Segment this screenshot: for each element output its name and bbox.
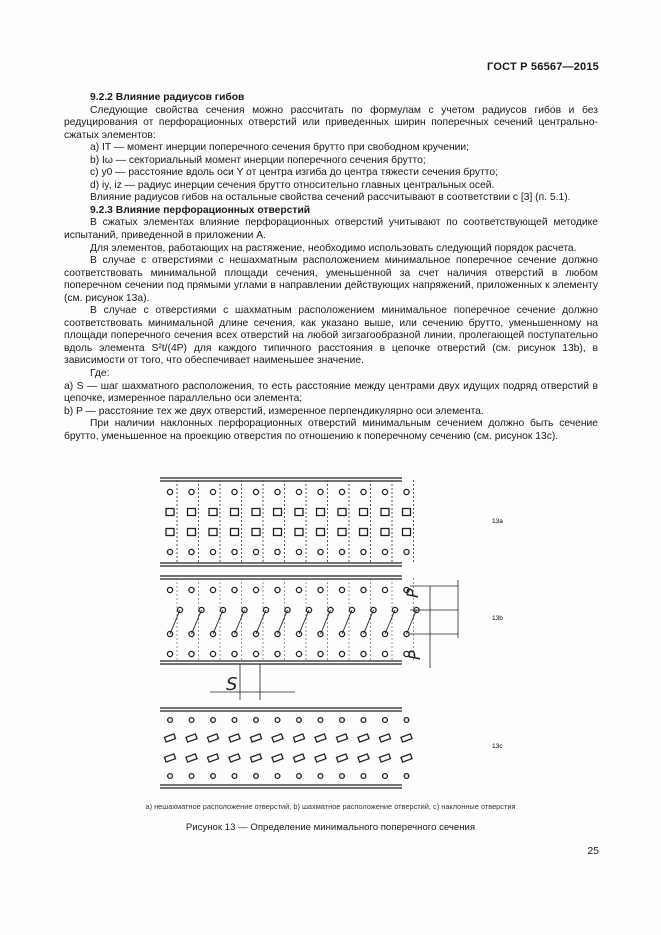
figure-label-13c: 13с (492, 743, 503, 750)
square-hole (317, 509, 325, 516)
square-hole (231, 529, 239, 536)
square-hole (360, 509, 368, 516)
round-hole (211, 774, 216, 779)
list-item: d) iy, iz — радиус инерции сечения брутто относительно главных центральных осей. (90, 179, 495, 191)
zigzag-line (256, 610, 266, 634)
round-hole (296, 651, 301, 656)
inclined-hole (336, 754, 347, 762)
figure-caption: Рисунок 13 — Определение минимального поперечного сечения (185, 822, 476, 833)
inclined-hole (186, 754, 197, 762)
square-hole (295, 529, 303, 536)
inclined-hole (272, 734, 283, 742)
round-hole (253, 549, 258, 554)
square-hole (274, 509, 282, 516)
zigzag-line (235, 610, 245, 634)
round-hole (361, 587, 366, 592)
round-hole (167, 549, 172, 554)
zigzag-line (170, 610, 180, 634)
round-hole (232, 651, 237, 656)
square-hole (252, 509, 260, 516)
inclined-hole (250, 754, 261, 762)
round-hole (296, 587, 301, 592)
round-hole (318, 549, 323, 554)
inclined-hole (401, 734, 412, 742)
round-hole (210, 549, 215, 554)
list-item: c) y0 — расстояние вдоль оси Y от центра изгиба до центра тяжести сечения брутто; (90, 167, 498, 179)
zigzag-line (299, 610, 309, 634)
round-hole (361, 651, 366, 656)
paragraph: Влияние радиусов гибов на остальные свойства сечений рассчитывают в соответствии с [3] (п. 5.1). (90, 192, 571, 204)
section-title-9-2-2: 9.2.2 Влияние радиусов гибов (90, 92, 245, 103)
round-hole (253, 631, 258, 636)
round-hole (189, 774, 194, 779)
round-hole (339, 587, 344, 592)
round-hole (318, 587, 323, 592)
square-hole (188, 529, 196, 536)
round-hole (296, 489, 301, 494)
round-hole (189, 718, 194, 723)
square-hole (188, 509, 196, 516)
inclined-hole (401, 754, 412, 762)
round-hole (361, 489, 366, 494)
inclined-hole (293, 734, 304, 742)
zigzag-line (407, 610, 417, 634)
inclined-hole (315, 754, 326, 762)
inclined-hole (207, 754, 218, 762)
round-hole (253, 651, 258, 656)
inclined-hole (250, 734, 261, 742)
figure-label-13a: 13а (492, 518, 503, 525)
square-hole (231, 509, 239, 516)
round-hole (361, 774, 366, 779)
round-hole (297, 718, 302, 723)
round-hole (318, 651, 323, 656)
square-hole (360, 529, 368, 536)
inclined-hole (358, 734, 369, 742)
round-hole (383, 718, 388, 723)
round-hole (404, 718, 409, 723)
figure-13-perforation-diagram (120, 468, 540, 790)
zigzag-line (192, 610, 202, 634)
square-hole (381, 509, 389, 516)
round-hole (167, 651, 172, 656)
square-hole (381, 529, 389, 536)
round-hole (297, 774, 302, 779)
inclined-hole (164, 754, 175, 762)
list-item: b) Iω — секториальный момент инерции поперечного сечения брутто; (90, 154, 426, 166)
inclined-hole (336, 734, 347, 742)
round-hole (275, 774, 280, 779)
zigzag-line (321, 610, 331, 634)
round-hole (275, 651, 280, 656)
round-hole (339, 549, 344, 554)
round-hole (404, 489, 409, 494)
round-hole (232, 718, 237, 723)
dimension-label-s: S (226, 674, 238, 695)
round-hole (404, 774, 409, 779)
round-hole (339, 489, 344, 494)
round-hole (189, 549, 194, 554)
round-hole (361, 718, 366, 723)
round-hole (232, 549, 237, 554)
round-hole (189, 489, 194, 494)
square-hole (166, 529, 174, 536)
dimension-label-p-bottom: P (405, 650, 424, 660)
round-hole (340, 718, 345, 723)
round-hole (383, 774, 388, 779)
where-label: Где: (90, 368, 110, 380)
square-hole (403, 509, 411, 516)
list-item: a) S — шаг шахматного расположения, то есть расстояние между центрами двух идущих подряд отверстий в цепочке, измеренное параллельно оси элемента; (64, 380, 598, 405)
inclined-hole (358, 754, 369, 762)
round-hole (275, 587, 280, 592)
strip-13c-inclined (160, 708, 412, 788)
page-number: 25 (587, 845, 599, 857)
inclined-hole (293, 754, 304, 762)
round-hole (318, 489, 323, 494)
square-hole (274, 529, 282, 536)
round-hole (361, 549, 366, 554)
paragraph: В случае с отверстиями с нешахматным расположением минимальное поперечное сечение должно соответствовать минимальной площади сечения, уменьшенной за счет наличия отверстий в любом поперечном сечении под прямыми углами в направлении действующих напряжений, приложенных к элементу (см. рисунок 13а). (64, 255, 598, 304)
inclined-hole (379, 754, 390, 762)
inclined-hole (229, 754, 240, 762)
round-hole (210, 489, 215, 494)
zigzag-line (278, 610, 288, 634)
zigzag-line (364, 610, 374, 634)
strip-13b-staggered (160, 576, 419, 664)
inclined-hole (379, 734, 390, 742)
inclined-hole (315, 734, 326, 742)
round-hole (382, 587, 387, 592)
section-title-9-2-3: 9.2.3 Влияние перфорационных отверстий (90, 204, 311, 216)
figure-legend: а) нешахматное расположение отверстий, b) шахматное расположение отверстий, с) наклонные отверстия (145, 802, 516, 811)
round-hole (382, 489, 387, 494)
zigzag-line (342, 610, 352, 634)
round-hole (382, 651, 387, 656)
square-hole (252, 529, 260, 536)
inclined-hole (186, 734, 197, 742)
round-hole (189, 651, 194, 656)
paragraph: В сжатых элементах влияние перфорационных отверстий учитывают по соответствующей методике испытаний, приведенной в приложении А. (64, 217, 598, 242)
inclined-hole (229, 734, 240, 742)
list-item: b) P — расстояние тех же двух отверстий, измеренное перпендикулярно оси элемента. (64, 405, 484, 417)
strip-13a-non-staggered (160, 478, 414, 566)
dimension-label-p-top: P (403, 588, 422, 598)
round-hole (232, 774, 237, 779)
zigzag-line (385, 610, 395, 634)
square-hole (338, 529, 346, 536)
round-hole (318, 718, 323, 723)
round-hole (382, 549, 387, 554)
round-hole (340, 774, 345, 779)
square-hole (209, 509, 217, 516)
round-hole (254, 774, 259, 779)
square-hole (209, 529, 217, 536)
round-hole (275, 718, 280, 723)
round-hole (189, 587, 194, 592)
paragraph: В случае с отверстиями с шахматным расположением минимальное поперечное сечение должно соответствовать минимальной длине сечения, как указано выше, или сечению брутто, уменьшенному на площади поперечного сечения всех отверстий на любой зигзагообразной линии, пролегающей поступательно вдоль элемента S²t/(4P) для каждого типичного расстояния в цепочке отверстий (см. рисунок 13b), в зависимости от того, что обеспечивает наименьшее значение. (64, 305, 598, 367)
paragraph: При наличии наклонных перфорационных отверстий минимальным сечением должно быть сечение брутто, уменьшенное на проекцию отверстия по отношению к поперечному сечению (см. рисунок 13с). (64, 418, 598, 442)
round-hole (211, 718, 216, 723)
square-hole (338, 509, 346, 516)
inclined-hole (207, 734, 218, 742)
paragraph: Для элементов, работающих на растяжение, необходимо использовать следующий порядок расчета. (90, 242, 577, 254)
list-item: a) IT — момент инерции поперечного сечения брутто при свободном кручении; (90, 142, 470, 154)
square-hole (295, 509, 303, 516)
round-hole (168, 774, 173, 779)
round-hole (254, 718, 259, 723)
round-hole (232, 587, 237, 592)
figure-label-13b: 13b (492, 615, 503, 622)
round-hole (167, 489, 172, 494)
round-hole (404, 549, 409, 554)
round-hole (296, 549, 301, 554)
round-hole (210, 651, 215, 656)
square-hole (166, 509, 174, 516)
round-hole (253, 489, 258, 494)
zigzag-line (213, 610, 223, 634)
inclined-hole (272, 754, 283, 762)
round-hole (253, 587, 258, 592)
inclined-hole (164, 734, 175, 742)
round-hole (168, 718, 173, 723)
round-hole (275, 489, 280, 494)
paragraph: Следующие свойства сечения можно рассчитать по формулам с учетом радиусов гибов и без редуцирования от перфорационных отверстий или приведенных ширин поперечных сечений центрально-сжатых элементов: (64, 104, 598, 141)
round-hole (339, 651, 344, 656)
round-hole (210, 587, 215, 592)
round-hole (318, 774, 323, 779)
round-hole (167, 587, 172, 592)
document-id: ГОСТ Р 56567—2015 (487, 61, 599, 73)
square-hole (317, 529, 325, 536)
body-text (64, 92, 598, 443)
round-hole (275, 549, 280, 554)
square-hole (403, 529, 411, 536)
round-hole (232, 489, 237, 494)
